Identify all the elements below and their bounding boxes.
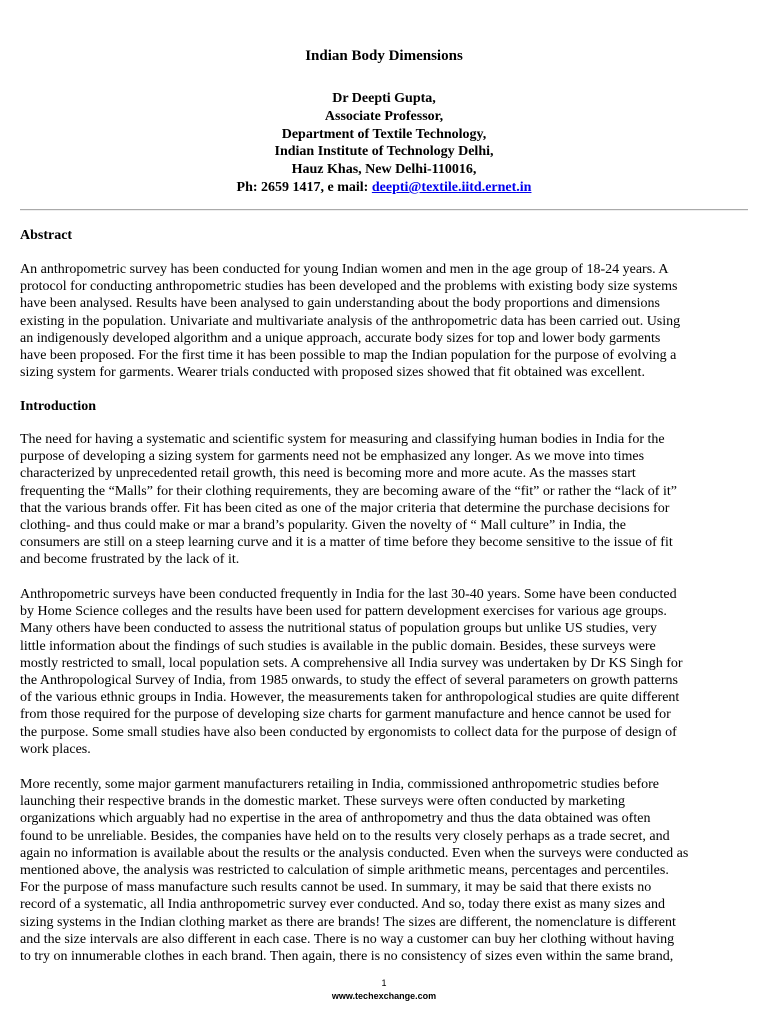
paragraph-line: An anthropometric survey has been conducted for young Indian women and men in the age group of 18-24 years. A [20,262,669,277]
document-title: Indian Body Dimensions [305,48,463,64]
paragraph-line: found to be unreliable. Besides, the companies have held on to the results very closely perhaps as a trade secret, and [20,828,670,844]
introduction-paragraph-2 [20,586,748,758]
paragraph-line: that the various brands offer. Fit has been cited as one of the major criteria that determine the purchase decisions for [20,500,670,516]
paragraph-line: sizing system for garments. Wearer trials conducted with proposed sizes showed that fit obtained was excellent. [20,365,645,381]
paragraph-line: For the purpose of mass manufacture such results cannot be used. In summary, it may be said that there exists no [20,880,652,896]
introduction-paragraph-1 [20,431,748,569]
paragraph-line: The need for having a systematic and scientific system for measuring and classifying human bodies in India for the [20,432,665,447]
abstract-heading: Abstract [20,228,73,243]
author-department: Department of Textile Technology, [281,126,487,142]
paragraph-line: work places. [20,741,91,757]
paragraph-line: Anthropometric surveys have been conducted frequently in India for the last 30-40 years. Some have been conducted [20,587,677,602]
paragraph-line: frequenting the “Malls” for their clothing requirements, they are becoming aware of the “fit” or rather the “lack of it” [20,483,677,499]
author-contact [20,179,748,197]
paragraph-line: and become frustrated by the lack of it. [20,552,240,568]
contact-prefix: Ph: 2659 1417, e mail: [236,179,372,195]
author-block [20,90,748,197]
paragraph-line: record of a systematic, all India anthropometric survey ever conducted. And so, today there exist as many sizes and [20,897,665,913]
paragraph-line: purpose of developing a sizing system for garments need not be emphasized any longer. As we move into times [20,449,645,465]
paragraph-line: characterized by unprecedented retail growth, this need is becoming more and more acute. As the masses start [20,466,636,482]
author-name: Dr Deepti Gupta, [332,91,436,106]
author-institute: Indian Institute of Technology Delhi, [274,144,494,160]
paragraph-line: the Anthropological Survey of India, from 1985 onwards, to study the effect of several parameters on growth patterns [20,673,678,689]
paragraph-line: the purpose. Some small studies have also been conducted by ergonomists to collect data for the purpose of design of [20,724,677,740]
introduction-paragraph-3 [20,776,748,965]
paragraph-line: protocol for conducting anthropometric studies has been developed and the problems with existing body size systems [20,279,678,295]
paragraph-line: launching their respective brands in the domestic market. These surveys were often conducted by marketing [20,794,626,810]
paragraph-line: again no information is available about the results or the analysis conducted. Even when the surveys were conducted as [20,845,689,861]
paragraph-line: clothing- and thus could make or mar a brand’s popularity. Given the novelty of “ Mall culture” in India, the [20,518,626,534]
paragraph-line: organizations which arguably had no expertise in the area of anthropometry and thus the data obtained was often [20,811,651,827]
paragraph-line: mentioned above, the analysis was restricted to calculation of simple arithmetic means, percentages and percentiles. [20,863,669,879]
paragraph-line: have been analysed. Results have been analysed to gain understanding about the body proportions and dimensions [20,296,660,312]
paragraph-line: and the size intervals are also different in each case. There is no way a customer can buy her clothing without having [20,931,675,947]
paragraph-line: by Home Science colleges and the results have been used for pattern development exercises for various age groups. [20,604,667,620]
paragraph-line: sizing systems in the Indian clothing market as there are brands! The sizes are different, the nomenclature is different [20,914,676,930]
paragraph-line: mostly restricted to small, local population sets. A comprehensive all India survey was undertaken by Dr KS Singh for [20,655,683,671]
paragraph-line: from those required for the purpose of developing size charts for garment manufacture and hence cannot be used for [20,707,671,723]
paragraph-line: consumers are still on a steep learning curve and it is a matter of time before they become sensitive to the issue of fit [20,535,673,551]
footer-website: www.techexchange.com [331,991,437,1001]
author-position: Associate Professor, [324,108,444,124]
paragraph-line: to try on innumerable clothes in each brand. Then again, there is no consistency of sizes even within the same brand, [20,949,674,965]
paragraph-line: of the various ethnic groups in India. However, the measurements taken for anthropological studies are quite different [20,690,680,706]
paragraph-line: existing in the population. Univariate and multivariate analysis of the anthropometric data has been carried out. Using [20,313,681,329]
page-number: 1 [381,978,387,988]
introduction-heading: Introduction [20,399,96,414]
paragraph-line: little information about the findings of such studies is available in the public domain. Besides, these surveys were [20,638,656,654]
paragraph-line: More recently, some major garment manufacturers retailing in India, commissioned anthropometric studies before [20,777,659,792]
paragraph-line: Many others have been conducted to assess the nutritional status of population groups but unlike US studies, very [20,621,657,637]
abstract-paragraph [20,261,748,381]
paragraph-line: have been proposed. For the first time it has been possible to map the Indian population for the purpose of evolving a [20,348,677,364]
horizontal-rule [20,209,748,211]
email-link[interactable]: deepti@textile.iitd.ernet.in [371,179,532,195]
author-address: Hauz Khas, New Delhi-110016, [291,162,477,178]
paragraph-line: an indigenously developed algorithm and a unique approach, accurate body sizes for top and lower body garments [20,330,661,346]
